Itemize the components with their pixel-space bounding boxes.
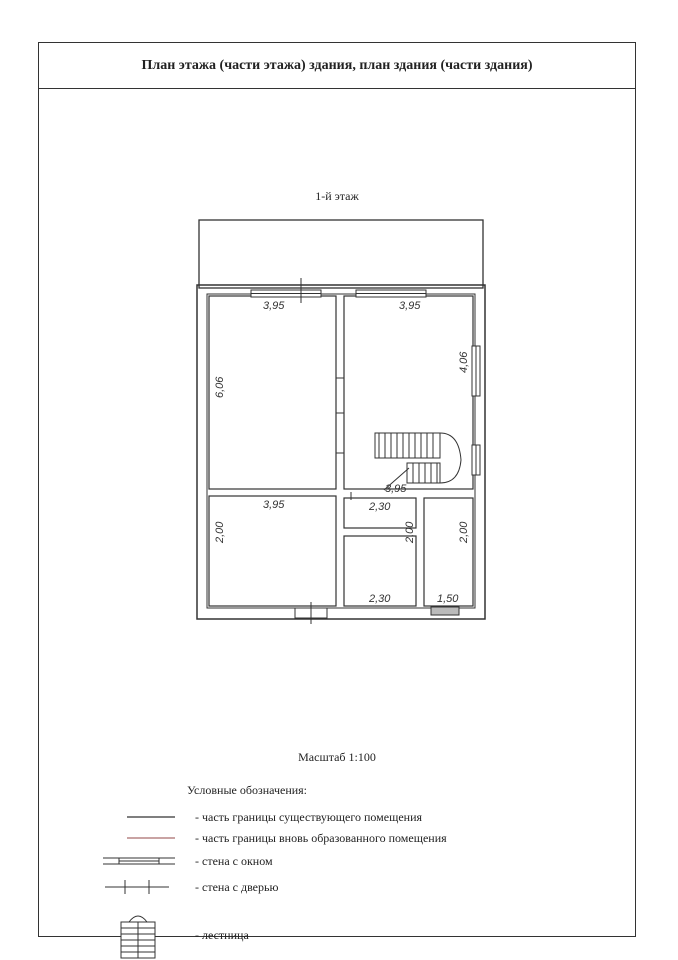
window-right-upper	[472, 346, 480, 396]
legend-text-new: - часть границы вновь образованного помещения	[195, 830, 447, 845]
window-top-right	[356, 290, 426, 297]
dim-bottom-left-height: 2,00	[214, 521, 226, 543]
legend-text-stairs: - лестница	[195, 927, 249, 942]
legend-item-existing-boundary	[99, 808, 422, 826]
legend-text-window: - стена с окном	[195, 853, 273, 868]
window-top-left	[251, 290, 321, 297]
dim-room1-width: 3,95	[263, 300, 285, 312]
new-boundary-line-icon	[99, 829, 189, 847]
scale-label: Масштаб 1:100	[298, 750, 376, 764]
legend-item-door-wall	[99, 878, 278, 896]
legend-text-existing: - часть границы существующего помещения	[195, 809, 423, 824]
dim-bottom-left-width: 3,95	[263, 499, 285, 511]
dim-mid-top-width: 2,30	[369, 501, 391, 513]
dim-room2-height: 4,06	[458, 351, 470, 373]
document-title: План этажа (части этажа) здания, план здания (части здания)	[39, 43, 635, 89]
room-bottom-left	[209, 496, 336, 606]
dim-mid-height: 2,00	[404, 521, 416, 543]
legend-item-window-wall	[99, 852, 273, 870]
door-top	[294, 278, 309, 303]
window-wall-icon	[99, 852, 189, 870]
dim-mid-bottom-width: 2,30	[369, 593, 391, 605]
room-2	[344, 296, 473, 489]
room-right-small	[424, 498, 473, 606]
stairs	[375, 433, 461, 490]
dim-right-small-height: 2,00	[458, 521, 470, 543]
door-bottom	[295, 602, 327, 624]
drawing-area	[39, 88, 635, 942]
legend-title: Условные обозначения:	[187, 783, 308, 797]
terrace-outline	[199, 220, 483, 288]
document-sheet	[38, 42, 636, 942]
legend-item-new-boundary	[99, 829, 447, 847]
window-right-lower	[472, 445, 480, 475]
existing-boundary-line-icon	[99, 808, 189, 826]
window-bottom-right	[431, 607, 459, 615]
stairs-icon	[99, 910, 189, 960]
dim-stair-width: 3,95	[385, 483, 407, 495]
dim-room2-width: 3,95	[399, 300, 421, 312]
legend-text-door: - стена с дверью	[195, 879, 279, 894]
floor-label: 1-й этаж	[315, 189, 359, 203]
dim-room1-height: 6,06	[214, 376, 226, 398]
outer-wall	[197, 285, 485, 619]
room-1	[209, 296, 336, 489]
door-wall-icon	[99, 878, 189, 896]
dim-right-small-width: 1,50	[437, 593, 459, 605]
legend-item-stairs	[99, 910, 249, 960]
